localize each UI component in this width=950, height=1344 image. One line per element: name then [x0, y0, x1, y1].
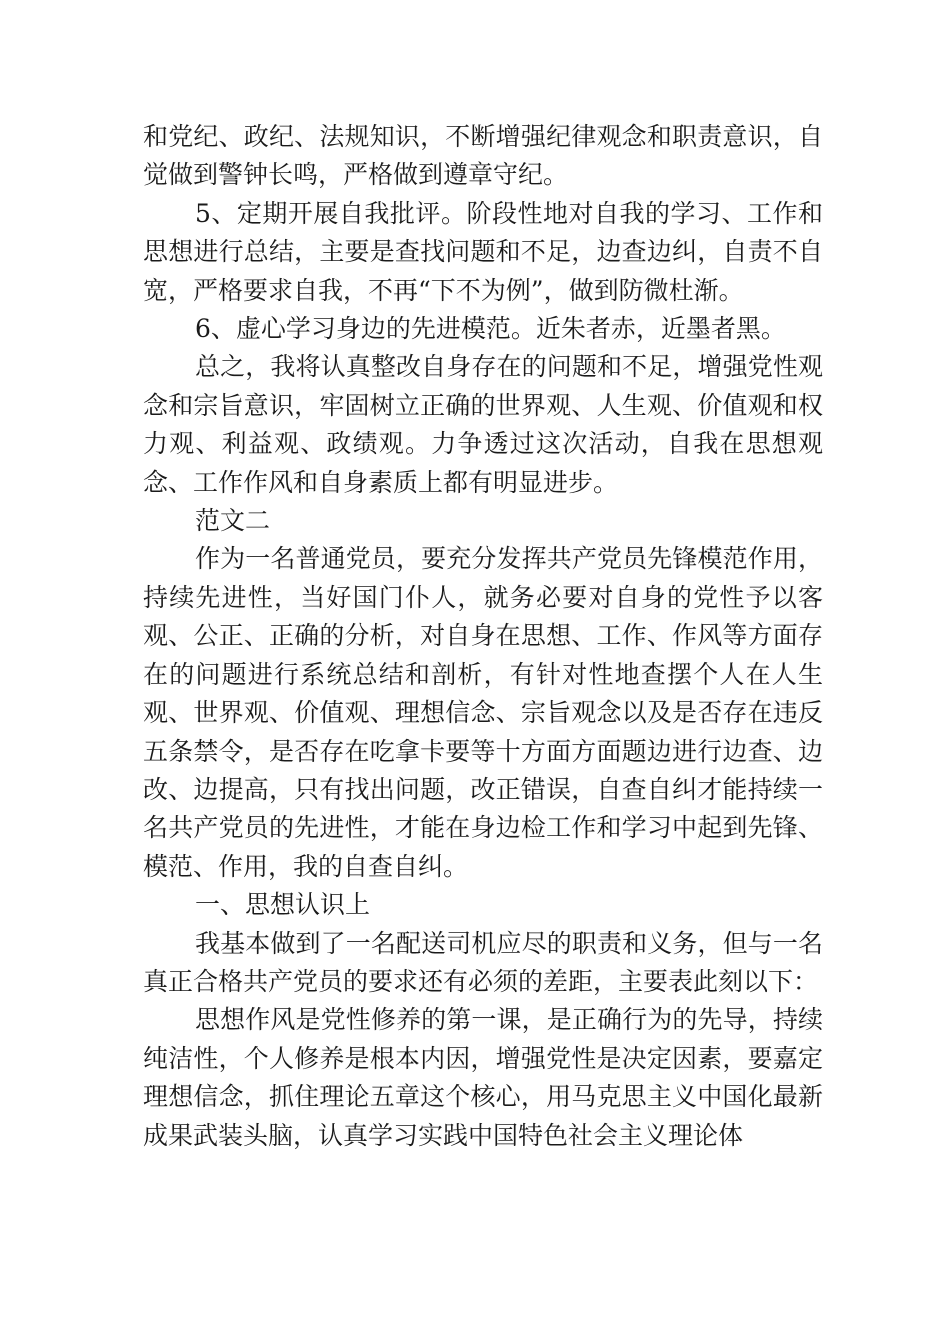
- paragraph-ideological-style: 思想作风是党性修养的第一课，是正确行为的先导，持续纯洁性，个人修养是根本内因，增强党性是决定因素，要嘉定理想信念，抓住理论五章这个核心，用马克思主义中国化最新成果武装头脑，认真学习实践中国特色社会主义理论体: [143, 1005, 823, 1150]
- paragraph-discipline-continuation: 和党纪、政纪、法规知识，不断增强纪律观念和职责意识，自觉做到警钟长鸣，严格做到遵章守纪。: [143, 122, 823, 190]
- paragraph-summary: 总之，我将认真整改自身存在的问题和不足，增强党性观念和宗旨意识，牢固树立正确的世界观、人生观、价值观和权力观、利益观、政绩观。力争透过这次活动，自我在思想观念、工作作风和自身素质上都有明显进步。: [143, 352, 823, 497]
- document-body: [143, 118, 823, 1155]
- paragraph-learn-from-models: 6、虚心学习身边的先进模范。近朱者赤，近墨者黑。: [195, 314, 786, 344]
- paragraph-duties-gap: 我基本做到了一名配送司机应尽的职责和义务，但与一名真正合格共产党员的要求还有必须的差距，主要表此刻以下：: [143, 928, 823, 996]
- paragraph-self-criticism: 5、定期开展自我批评。阶段性地对自我的学习、工作和思想进行总结，主要是查找问题和不足，边查边纠，自责不自宽，严格要求自我，不再“下不为例”，做到防微杜渐。: [143, 198, 823, 305]
- section-heading-ideological-understanding: 一、思想认识上: [195, 890, 371, 920]
- section-heading-sample-two: 范文二: [195, 506, 271, 536]
- paragraph-sample-two-intro: 作为一名普通党员，要充分发挥共产党员先锋模范作用，持续先进性，当好国门仆人，就务必要对自身的党性予以客观、公正、正确的分析，对自身在思想、工作、作风等方面存在的问题进行系统总结和剖析，有针对性地查摆个人在人生观、世界观、价值观、理想信念、宗旨观念以及是否存在违反五条禁令，是否存在吃拿卡要等十方面方面题边进行边查、边改、边提高，只有找出问题，改正错误，自查自纠才能持续一名共产党员的先进性，才能在身边检工作和学习中起到先锋、模范、作用，我的自查自纠。: [143, 544, 823, 881]
